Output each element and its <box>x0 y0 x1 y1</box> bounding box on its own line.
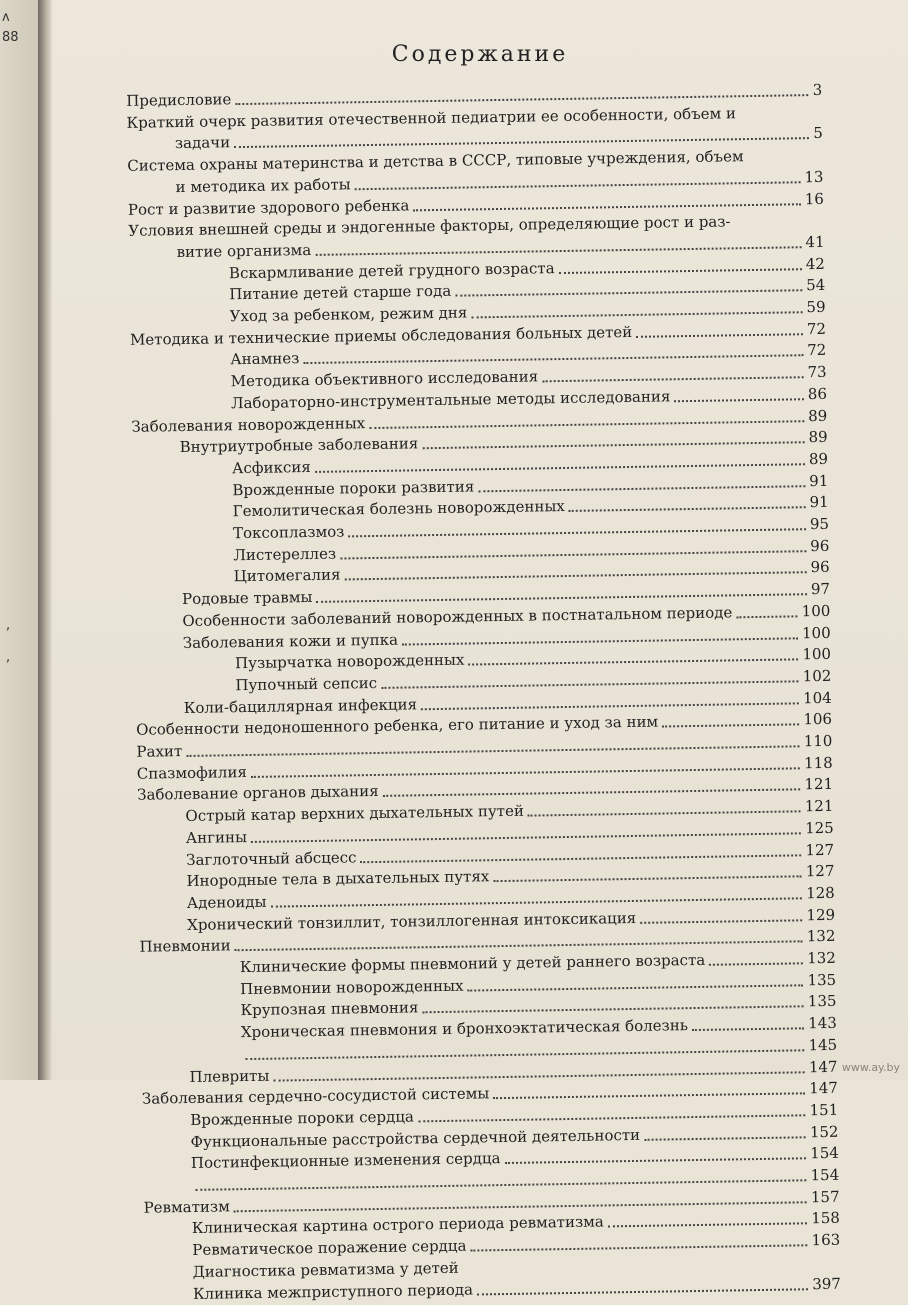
margin-note: 88 <box>2 30 19 45</box>
toc-entry-title: Аденоиды <box>186 892 267 912</box>
toc-entry-title: Клиническая картина острого периода ревматизма <box>191 1212 604 1238</box>
toc-page-number: 154 <box>810 1165 840 1185</box>
toc-entry-title: Листереллез <box>233 544 337 564</box>
toc-page-number: 135 <box>807 992 837 1011</box>
toc-entry-title: Крупозная пневмония <box>240 998 419 1020</box>
toc-entry-title: Система охраны материнства и детства в СССР, типовые учреждения, объем <box>127 147 744 175</box>
toc-entry-title: Родовые травмы <box>181 588 313 609</box>
left-page-edge <box>0 0 38 1080</box>
toc-entry-title: Заглоточный абсцесс <box>186 847 357 869</box>
toc-entry-title: Заболевания новорожденных <box>131 413 366 436</box>
dot-leader <box>636 331 803 338</box>
toc-entry-title-cont: задачи <box>174 133 231 153</box>
dot-leader <box>402 635 798 645</box>
toc-page-number: 89 <box>808 406 828 425</box>
dot-leader <box>361 852 802 863</box>
toc-page-number: 152 <box>809 1122 839 1141</box>
toc-entry-title: Диагностика ревматизма у детей <box>192 1258 459 1281</box>
toc-entry-title: Асфиксия <box>231 457 311 478</box>
dot-leader <box>505 1156 807 1165</box>
toc-page-number: 104 <box>802 688 832 707</box>
dot-leader <box>470 1242 807 1251</box>
toc-page-number: 86 <box>807 384 828 403</box>
page-title: Содержание <box>391 42 569 67</box>
toc-entry-title: Инородные тела в дыхательных путях <box>186 867 490 891</box>
toc-entry-title: Особенности недоношенного ребенка, его питание и уход за ним <box>135 712 659 740</box>
dot-leader <box>528 808 801 816</box>
toc-page-number: 100 <box>801 601 831 621</box>
dot-leader <box>674 396 804 402</box>
toc-entry-title: Ангины <box>185 827 248 847</box>
toc-page-number: 95 <box>809 514 830 534</box>
toc-page-number: 127 <box>805 861 835 881</box>
toc-page-number: 147 <box>809 1078 838 1098</box>
dot-leader <box>640 917 802 924</box>
dot-leader <box>413 201 801 211</box>
margin-note: , <box>6 650 11 665</box>
toc-page-number: 42 <box>805 254 826 273</box>
margin-note: ᴧ <box>2 10 10 25</box>
dot-leader <box>421 700 799 710</box>
toc-page-number: 91 <box>809 493 829 512</box>
toc-page-number: 97 <box>810 579 831 599</box>
margin-note: , <box>6 618 11 633</box>
toc-entry-title: Пузырчатка новорожденных <box>234 650 465 673</box>
toc-page-number: 147 <box>808 1057 838 1076</box>
toc-page-number: 89 <box>808 449 829 469</box>
toc-page-number: 100 <box>801 623 831 642</box>
toc-entry-title: Плевриты <box>189 1066 270 1086</box>
toc-page-number: 125 <box>804 818 834 838</box>
toc-entry-title: Рахит <box>136 742 183 761</box>
toc-page-number: 72 <box>806 319 827 338</box>
dot-leader <box>383 787 801 798</box>
toc-entry-title: Методика и технические приемы обследования больных детей <box>129 322 633 349</box>
toc-entry-title: Условия внешней среды и эндогенные факторы, определяющие рост и раз- <box>128 212 731 241</box>
toc-entry-title: Клиника межприступного периода <box>192 1280 474 1303</box>
dot-leader <box>477 1286 808 1295</box>
toc-page-number: 132 <box>806 927 836 946</box>
toc-page-number: 151 <box>809 1100 839 1120</box>
toc-entry-title-cont: и методика их работы <box>175 175 351 196</box>
watermark: www.ay.by <box>841 1061 900 1074</box>
toc-entry-title: Ревматическое поражение сердца <box>192 1236 467 1260</box>
toc-page-number: 145 <box>808 1035 838 1055</box>
toc-entry-title: Хронический тонзиллит, тонзиллогенная интоксикация <box>187 908 637 934</box>
toc-page-number: 143 <box>808 1013 837 1033</box>
toc-entry-title: Методика объективного исследования <box>230 367 539 391</box>
book-gutter <box>38 0 52 1080</box>
toc-entry-title: Ревматизм <box>143 1197 230 1217</box>
toc-entry-title: Вскармливание детей грудного возраста <box>228 258 555 282</box>
dot-leader <box>493 874 802 883</box>
toc-entry-title: Гемолитическая болезнь новорожденных <box>232 497 565 521</box>
toc-entry-title: Пневмонии новорожденных <box>240 976 464 998</box>
dot-leader <box>468 657 798 666</box>
dot-leader <box>644 1134 806 1141</box>
dot-leader <box>344 570 806 581</box>
toc-page-number: 129 <box>806 905 836 924</box>
toc-page-number: 16 <box>804 189 825 208</box>
toc-entry-title: Краткий очерк развития отечественной педиатрии ее особенности, объем и <box>126 103 737 132</box>
toc-entry-title: Заболевание органов дыхания <box>137 782 379 805</box>
dot-leader <box>608 1221 807 1228</box>
toc-entry-title: Цитомегалия <box>233 565 341 586</box>
dot-leader <box>692 1025 804 1031</box>
dot-leader <box>662 722 799 728</box>
toc-page-number: 3 <box>812 80 823 100</box>
toc-page-number: 128 <box>805 883 835 903</box>
toc-page-number: 158 <box>811 1209 841 1228</box>
toc-page-number: 41 <box>805 232 825 252</box>
toc-page-number: 106 <box>803 710 833 729</box>
dot-leader <box>381 678 799 689</box>
toc-entry-title: Функциональные расстройства сердечной деятельности <box>190 1125 641 1151</box>
dot-leader <box>355 179 801 190</box>
toc-page-number: 5 <box>813 124 823 143</box>
dot-leader <box>340 548 806 559</box>
dot-leader <box>709 960 803 965</box>
dot-leader <box>422 439 804 449</box>
toc-entry-title: Заболевания сердечно-сосудистой системы <box>141 1084 490 1108</box>
toc-page-number: 59 <box>806 297 826 317</box>
toc-entry-title: Хроническая пневмония и бронхоэктатическая болезнь <box>240 1016 689 1042</box>
toc-entry-title: Заболевания кожи и пупка <box>182 630 399 652</box>
toc-entry-title: Врожденные пороки сердца <box>190 1107 415 1129</box>
dot-leader <box>468 982 804 991</box>
toc-entry-title: Постинфекционные изменения сердца <box>190 1149 501 1173</box>
toc-page-number: 154 <box>810 1144 839 1163</box>
toc-page-number: 397 <box>812 1274 842 1293</box>
toc-entry-title: Внутриутробные заболевания <box>179 434 419 457</box>
dot-leader <box>478 483 805 492</box>
toc-page-number: 121 <box>804 775 834 794</box>
toc-page-number: 96 <box>810 558 830 577</box>
toc-page-number: 132 <box>807 948 836 968</box>
dot-leader <box>471 309 802 318</box>
toc-page-number: 72 <box>807 341 827 360</box>
dot-leader <box>559 266 802 274</box>
toc-entry-title: Уход за ребенком, режим дня <box>229 303 468 326</box>
toc-entry-title: Лабораторно-инструментальные методы исследования <box>230 387 671 413</box>
toc-page-number: 73 <box>807 362 827 382</box>
toc-page-number: 127 <box>805 840 835 859</box>
toc-page-number: 54 <box>805 276 826 295</box>
toc-entry-title: Пупочный сепсис <box>235 673 378 695</box>
toc-page-number: 102 <box>802 666 832 686</box>
toc-page-number: 121 <box>804 796 834 816</box>
toc-entry-title-cont: витие организма <box>176 240 312 261</box>
toc-entry-title: Острый катар верхних дыхательных путей <box>185 801 525 826</box>
toc-entry-title: Особенности заболеваний новорожденных в постнатальном периоде <box>182 603 733 630</box>
dot-leader <box>493 1090 805 1099</box>
toc-entry-title: Врожденные пороки развития <box>232 477 475 499</box>
toc-entry-title: Клинические формы пневмоний у детей раннего возраста <box>239 950 706 977</box>
toc-page-number: 135 <box>807 970 837 989</box>
toc-page-number: 157 <box>810 1187 840 1206</box>
toc-page-number: 100 <box>802 645 832 664</box>
toc-page-number: 91 <box>809 471 829 490</box>
dot-leader <box>348 526 806 537</box>
book-page <box>52 0 908 1303</box>
toc-entry-title: Пневмонии <box>139 936 231 957</box>
toc-page-number: 163 <box>811 1230 841 1250</box>
toc-page-number: 118 <box>803 753 833 772</box>
toc-page-number: 13 <box>804 167 824 186</box>
toc-page-number: 89 <box>808 428 828 447</box>
toc-entry-title: Предисловие <box>126 90 232 110</box>
toc-entry-title: Токсоплазмоз <box>232 522 345 543</box>
dot-leader <box>422 1004 803 1014</box>
toc-entry-title: Коли-бациллярная инфекция <box>183 694 418 717</box>
dot-leader <box>542 374 803 382</box>
toc-entry-title: Рост и развитие здорового ребенка <box>127 195 410 219</box>
dot-leader <box>418 1112 806 1122</box>
dot-leader <box>736 613 797 618</box>
dot-leader <box>455 288 802 297</box>
toc-page-number: 110 <box>803 731 833 751</box>
dot-leader <box>369 418 804 429</box>
toc-entry-title: Питание детей старше года <box>229 282 452 304</box>
toc-entry-title: Анамнез <box>230 349 300 369</box>
toc-page-number: 96 <box>810 536 830 555</box>
toc-entry-title: Спазмофилия <box>136 762 247 783</box>
dot-leader <box>569 505 806 513</box>
